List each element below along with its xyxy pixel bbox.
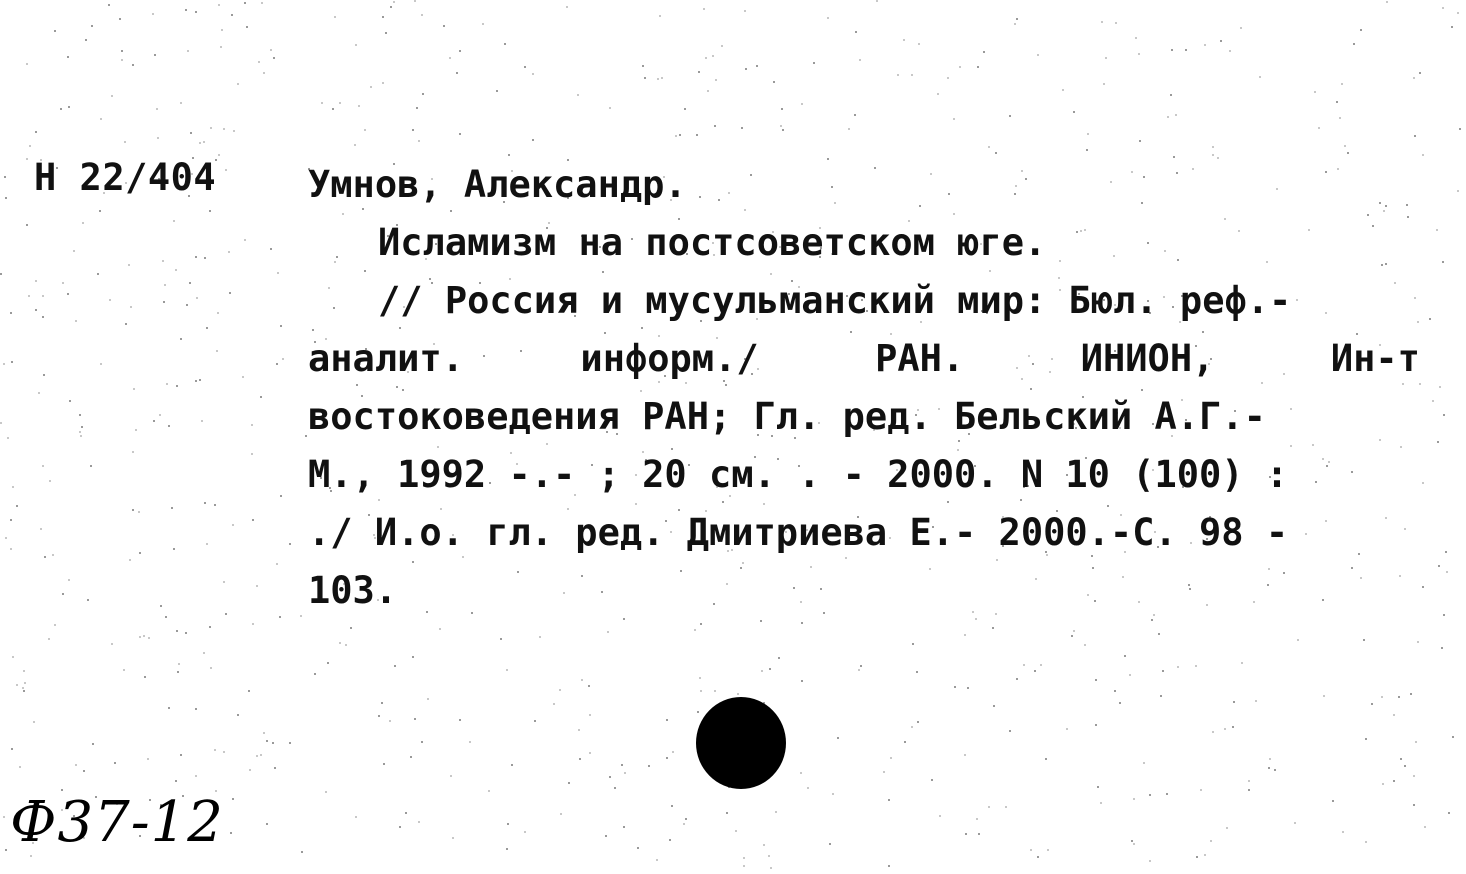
source-line-2-word: РАН. [875,337,965,380]
source-line-2-word: ИНИОН, [1080,337,1215,380]
punch-hole [696,697,786,789]
source-line-2-word: Ин-т [1330,337,1420,380]
source-line-2 [308,330,1420,388]
source-line-4: М., 1992 -.- ; 20 см. . - 2000. N 10 (100) : [308,453,1289,496]
source-line-5: ./ И.о. гл. ред. Дмитриева Е.- 2000.-С. 98 - [308,511,1289,554]
handwritten-code: Ф37-12 [10,790,224,855]
source-line-1: // Россия и мусульманский мир: Бюл. реф.- [378,279,1292,322]
title-line: Исламизм на постсоветском юге. [378,221,1047,264]
author-line: Умнов, Александр. [308,163,687,206]
bibliographic-record [308,156,1428,620]
source-line-2-word: информ./ [580,337,759,380]
shelfmark: Н 22/404 [34,156,217,199]
source-line-3: востоковедения РАН; Гл. ред. Бельский А.Г.- [308,395,1266,438]
source-line-2-word: аналит. [308,337,464,380]
pages-line: 103. [308,569,398,612]
